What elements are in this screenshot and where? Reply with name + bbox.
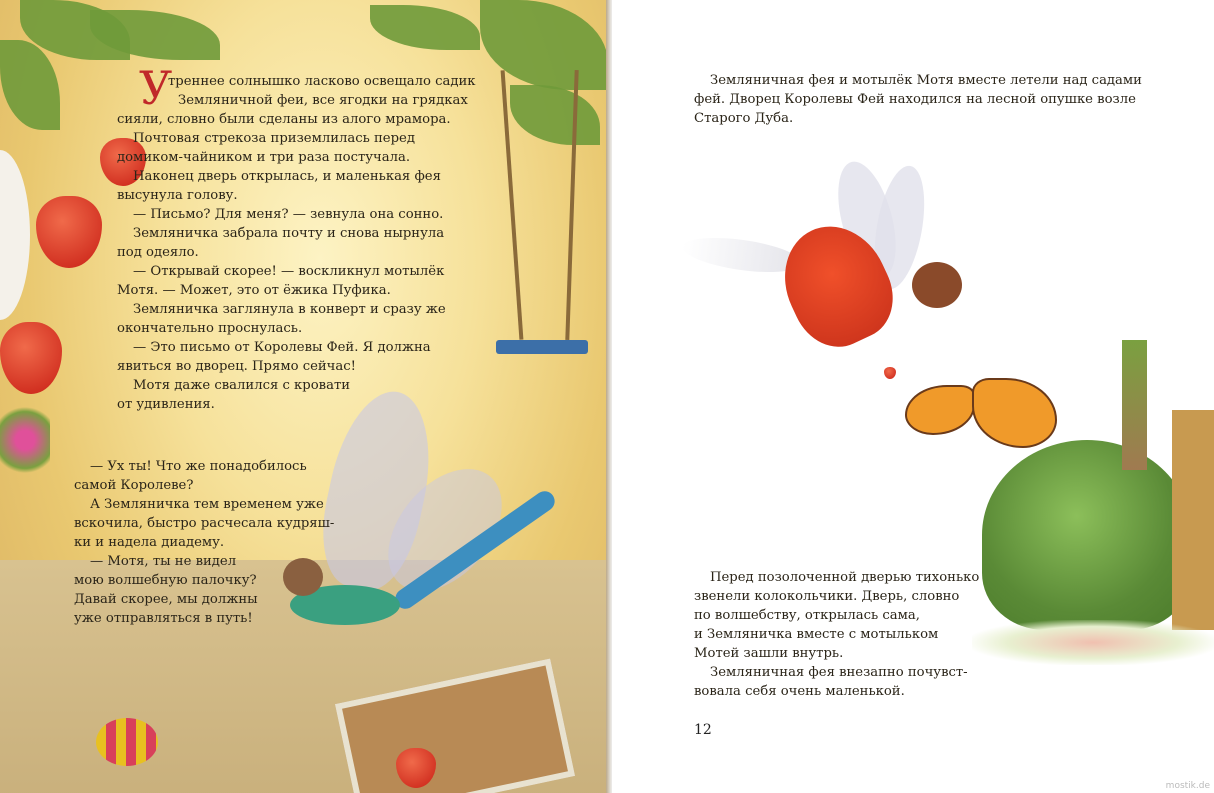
text-line: Мотя даже свалился с кровати [133,378,351,393]
text-line: — Ух ты! Что же понадобилось [90,459,307,474]
text-line: уже отправляться в путь! [74,611,253,626]
leaf [510,85,600,145]
text-line: самой Королеве? [74,478,194,493]
watermark: mostik.de [1165,781,1210,791]
text-line: — Письмо? Для меня? — зевнула она сонно. [133,207,444,222]
ball [96,718,158,766]
leaf [370,5,480,50]
text-line: фей. Дворец Королевы Фей находился на лесной опушке возле [694,92,1136,107]
text-line: домиком-чайником и три раза постучала. [117,150,411,165]
butterfly-wing [905,385,975,435]
text-line: треннее солнышко ласково освещало садик [168,74,476,89]
strawberry [0,322,62,394]
text-line: — Это письмо от Королевы Фей. Я должна [133,340,431,355]
text-line: Почтовая стрекоза приземлилась перед [133,131,415,146]
leaf [0,40,60,130]
text-line: — Открывай скорее! — воскликнул мотылёк [133,264,445,279]
text-line: мою волшебную палочку? [74,573,257,588]
text-line: Земляничной феи, все ягодки на грядках [178,93,468,108]
text-line: по волшебству, открылась сама, [694,608,920,623]
tree-palace [982,440,1192,630]
flower-meadow [972,620,1214,665]
teapot-house [0,150,30,320]
leaf [480,0,608,90]
text-line: звенели колокольчики. Дверь, словно [694,589,960,604]
magic-wand-berry [884,367,896,379]
tower-plant [1122,340,1147,470]
fairy-head [912,262,962,308]
drop-cap: У [139,61,173,115]
strawberry [36,196,102,268]
text-line: под одеяло. [117,245,199,260]
text-line: А Земляничка тем временем уже [90,497,324,512]
text-line: Мотя. — Может, это от ёжика Пуфика. [117,283,391,298]
text-line: Земляничка заглянула в конверт и сразу же [133,302,446,317]
text-line: высунула голову. [117,188,238,203]
butterfly-wing [972,378,1057,448]
text-line: Земляничная фея внезапно почувст- [710,665,968,680]
text-line: и Земляничка вместе с мотыльком [694,627,939,642]
right-text-block-2 [694,568,979,701]
text-line: Давай скорее, мы должны [74,592,258,607]
text-line: Земляничка забрала почту и снова нырнула [133,226,445,241]
right-text-block-1 [694,71,1142,128]
text-line: Земляничная фея и мотылёк Мотя вместе летели над садами [710,73,1142,88]
text-line: от удивления. [117,397,215,412]
text-line: сияли, словно были сделаны из алого мрамора. [117,112,451,127]
text-line: окончательно проснулась. [117,321,303,336]
text-line: Перед позолоченной дверью тихонько [710,570,980,585]
flowers [0,400,50,480]
swing-seat [496,340,588,354]
text-line: явиться во дворец. Прямо сейчас! [117,359,356,374]
left-text-block-2 [74,457,334,628]
text-line: Наконец дверь открылась, и маленькая фея [133,169,441,184]
left-text-block-1 [117,72,476,414]
text-line: вскочила, быстро расчесала кудряш- [74,516,335,531]
palace-tower [1172,410,1214,630]
text-line: Мотей зашли внутрь. [694,646,844,661]
page-number: 12 [694,722,712,738]
text-line: Старого Дуба. [694,111,794,126]
text-line: вовала себя очень маленькой. [694,684,905,699]
text-line: ки и надела диадему. [74,535,225,550]
right-page [612,0,1214,793]
text-line: — Мотя, ты не видел [90,554,237,569]
